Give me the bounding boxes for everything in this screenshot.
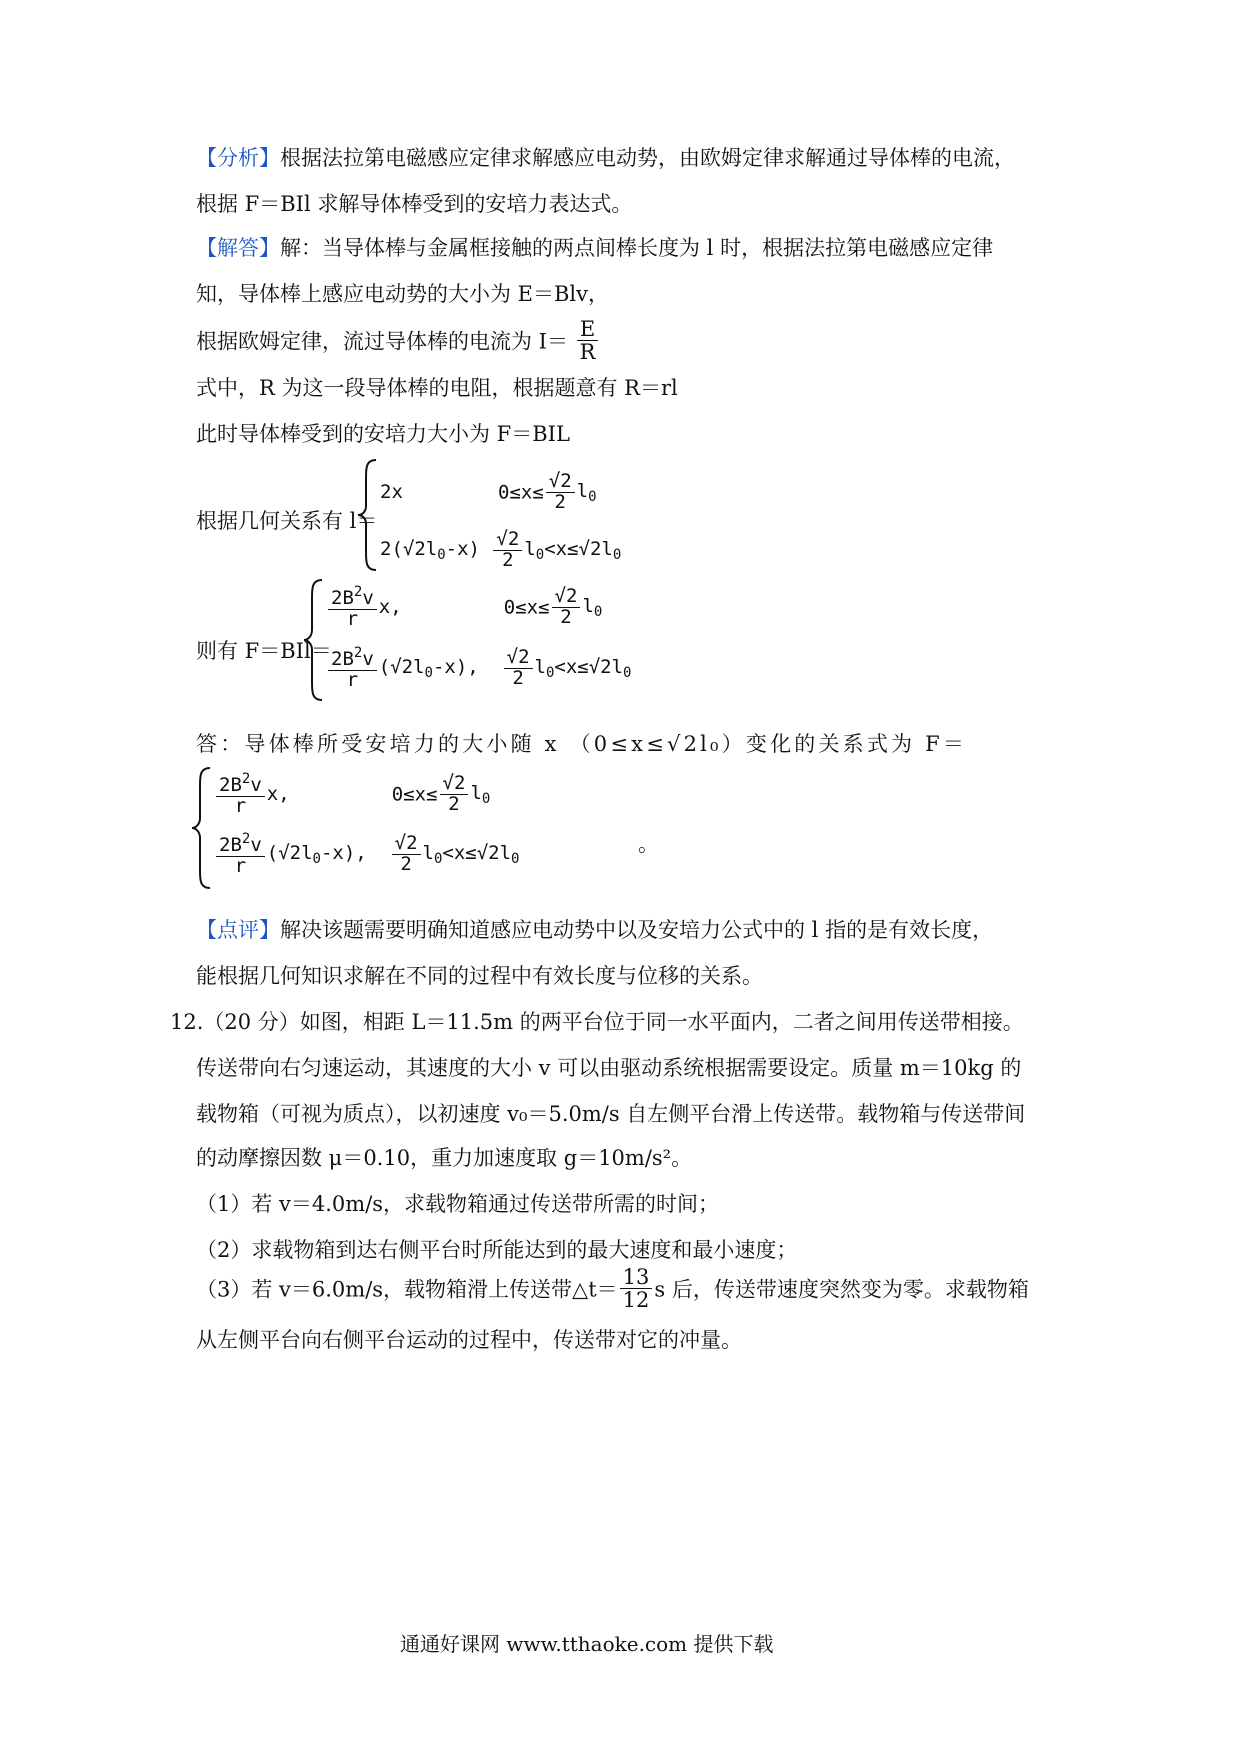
- comment-line-1: 【点评】解决该题需要明确知道感应电动势中以及安培力公式中的 l 指的是有效长度，: [196, 918, 994, 942]
- question12-part-2: （2）求载物箱到达右侧平台时所能达到的最大速度和最小速度；: [196, 1238, 798, 1262]
- f-case-1: $\frac{2B^2v}{r}$ x, 0≤x≤ $\frac{√2}{2}$ $l_0$: [326, 585, 602, 630]
- answer-line-3: 根据欧姆定律，流过导体棒的电流为 I＝ $\frac{E}{R}$: [196, 318, 600, 363]
- answer-line-5: 此时导体棒受到的安培力大小为 F＝BIL: [196, 422, 570, 446]
- answer-line-2: 知，导体棒上感应电动势的大小为 E＝Blv，: [196, 282, 610, 306]
- answer-line-1: 【解答】解：当导体棒与金属框接触的两点间棒长度为 l 时，根据法拉第电磁感应定律: [196, 236, 994, 260]
- analysis-line-1: 【分析】根据法拉第电磁感应定律求解感应电动势，由欧姆定律求解通过导体棒的电流，: [196, 146, 1015, 170]
- analysis-tag: 【分析】: [196, 146, 280, 170]
- question12-line-4: 的动摩擦因数 μ＝0.10，重力加速度取 g＝10m/s²。: [196, 1146, 693, 1170]
- answer-tag: 【解答】: [196, 236, 280, 260]
- question12-line-3: 载物箱（可视为质点），以初速度 v₀＝5.0m/s 自左侧平台滑上传送带。载物箱与传送带间: [196, 1102, 1026, 1126]
- answer-line-4: 式中，R 为这一段导体棒的电阻，根据题意有 R＝rl: [196, 376, 678, 400]
- comment-tag: 【点评】: [196, 918, 280, 942]
- question12-part-3: （3）若 v＝6.0m/s，载物箱滑上传送带△t＝ $\frac{13}{12}$ s 后，传送带速度突然变为零。求载物箱: [196, 1265, 1029, 1313]
- final-case-1: $\frac{2B^2v}{r}$ x, 0≤x≤ $\frac{√2}{2}$ $l_0$: [214, 772, 490, 817]
- final-period: 。: [638, 832, 659, 856]
- fraction-e-over-r: $\frac{E}{R}$: [577, 318, 599, 363]
- brace-final-piecewise: [190, 766, 214, 890]
- question12-part-3-line-2: 从左侧平台向右侧平台运动的过程中，传送带对它的冲量。: [196, 1328, 742, 1352]
- brace-l-piecewise: [356, 458, 380, 572]
- question12-line-2: 传送带向右匀速运动，其速度的大小 v 可以由驱动系统根据需要设定。质量 m＝10kg 的: [196, 1056, 1022, 1080]
- l-case-1: 2x 0≤x≤ $\frac{√2}{2}$ $l_0$: [380, 470, 597, 513]
- page-footer: 通通好课网 www.tthaoke.com 提供下载: [400, 1632, 774, 1656]
- brace-f-piecewise: [302, 578, 326, 702]
- answer-line-8: 答：导体棒所受安培力的大小随 x （0≤x≤√2l₀）变化的关系式为 F＝: [196, 732, 968, 756]
- final-case-2: $\frac{2B^2v}{r}$ $(√2l_0-x)$, $\frac{√2}{2}$ $l_0<x\le√2l_0$: [214, 832, 519, 877]
- answer-line-7: 则有 F＝BIl＝: [196, 639, 332, 663]
- l-case-2: $2(√2l_0-x)$ $\frac{√2}{2}$ $l_0<x\le√2l_0$: [380, 528, 622, 571]
- comment-line-2: 能根据几何知识求解在不同的过程中有效长度与位移的关系。: [196, 964, 763, 988]
- answer-line-6: 根据几何关系有 l＝: [196, 509, 378, 533]
- f-case-2: $\frac{2B^2v}{r}$ $(√2l_0-x)$, $\frac{√2}{2}$ $l_0<x\le√2l_0$: [326, 646, 631, 691]
- analysis-line-2: 根据 F＝BIl 求解导体棒受到的安培力表达式。: [196, 192, 633, 216]
- fraction-13-over-12: $\frac{13}{12}$: [620, 1266, 653, 1311]
- question12-part-1: （1）若 v＝4.0m/s，求载物箱通过传送带所需的时间；: [196, 1192, 720, 1216]
- question12-line-1: 12.（20 分）如图，相距 L＝11.5m 的两平台位于同一水平面内，二者之间用传送带相接。: [170, 1010, 1024, 1034]
